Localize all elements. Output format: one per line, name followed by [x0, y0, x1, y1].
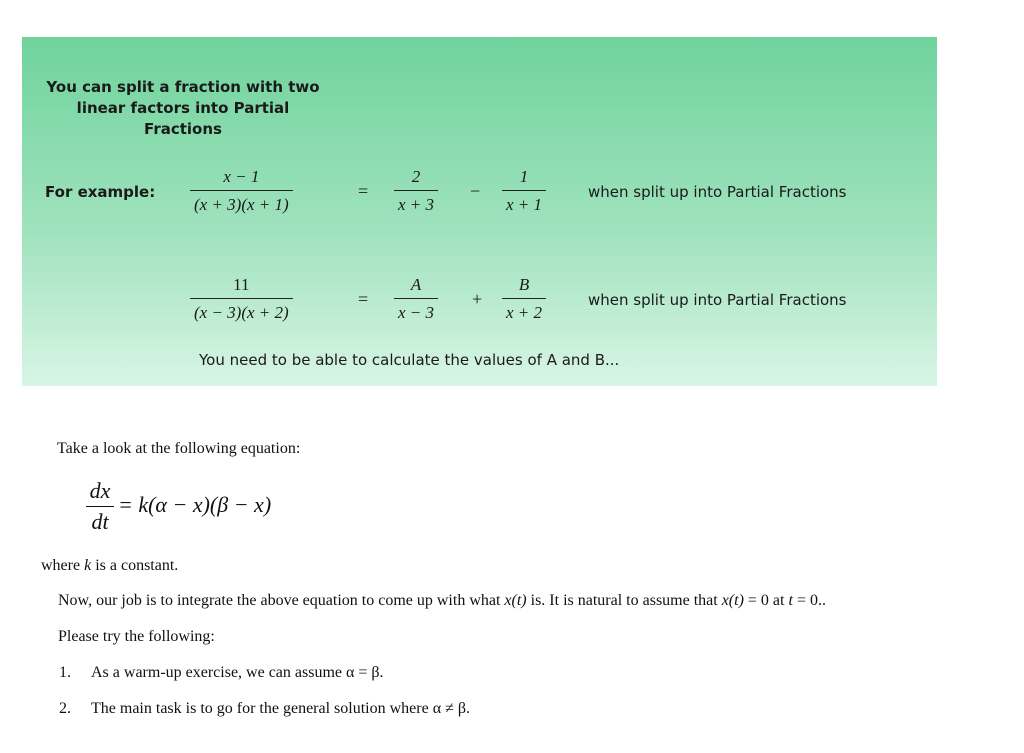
example2-equals: = [358, 289, 369, 309]
now-part-3: is. It is natural to assume that [526, 592, 722, 609]
example2-operator: + [472, 289, 483, 309]
list-item-1-text: As a warm-up exercise, we can assume α = β. [91, 664, 384, 681]
list-item-2-text: The main task is to go for the general solution where α ≠ β. [91, 700, 470, 717]
list-item-2-number: 2. [59, 700, 71, 717]
list-item-1-number: 1. [59, 664, 71, 681]
example1-lhs-numerator: x − 1 [223, 167, 260, 186]
example2-lhs-denominator: (x − 3)(x + 2) [194, 303, 289, 322]
example1-term1-fraction [394, 167, 438, 215]
example1-term2-denominator: x + 1 [506, 195, 543, 214]
example1-term1-numerator: 2 [411, 167, 421, 186]
where-prefix: where [41, 557, 85, 574]
where-suffix: is a constant. [91, 557, 179, 574]
example2-term2-denominator: x + 2 [506, 303, 543, 322]
now-part-4: x(t) [721, 592, 744, 609]
partial-fractions-slide [22, 37, 937, 386]
fraction-bar [86, 506, 114, 507]
example1-operator: − [470, 181, 481, 201]
example2-note: when split up into Partial Fractions [588, 291, 847, 309]
example2-term1-fraction [394, 275, 438, 323]
please-text: Please try the following: [58, 628, 215, 645]
example1-term1-denominator: x + 3 [398, 195, 435, 214]
derivative-numerator: dx [89, 478, 111, 503]
where-line [41, 557, 178, 575]
example1-term2-numerator: 1 [519, 167, 529, 186]
equation-rhs: = k(α − x)(β − x) [118, 492, 272, 517]
now-part-2: x(t) [504, 592, 527, 609]
derivative-denominator: dt [91, 509, 109, 534]
example1-term2-fraction [502, 167, 546, 215]
example-label: For example: [45, 183, 156, 201]
example2-lhs-fraction [190, 275, 293, 323]
example2-term2-numerator: B [518, 275, 530, 294]
now-paragraph [58, 592, 826, 610]
now-part-1: Now, our job is to integrate the above equation to come up with what [58, 592, 505, 609]
example2-lhs-numerator: 11 [233, 275, 250, 294]
example2-term2-fraction [502, 275, 546, 323]
look-text: Take a look at the following equation: [57, 440, 301, 457]
example2-term1-numerator: A [410, 275, 422, 294]
now-part-6: t [788, 592, 793, 609]
where-k: k [84, 557, 92, 574]
derivative-fraction [86, 478, 114, 535]
example1-lhs-fraction [190, 167, 293, 215]
example1-lhs-denominator: (x + 3)(x + 1) [194, 195, 289, 214]
now-part-5: = 0 at [743, 592, 789, 609]
example1-equals: = [358, 181, 369, 201]
slide-intro: You can split a fraction with two linear factors into Partial Fractions [46, 78, 320, 138]
example2-term1-denominator: x − 3 [398, 303, 435, 322]
calculate-values-note: You need to be able to calculate the values of A and B... [199, 351, 620, 369]
now-part-7: = 0.. [792, 592, 826, 609]
example1-note: when split up into Partial Fractions [588, 183, 847, 201]
